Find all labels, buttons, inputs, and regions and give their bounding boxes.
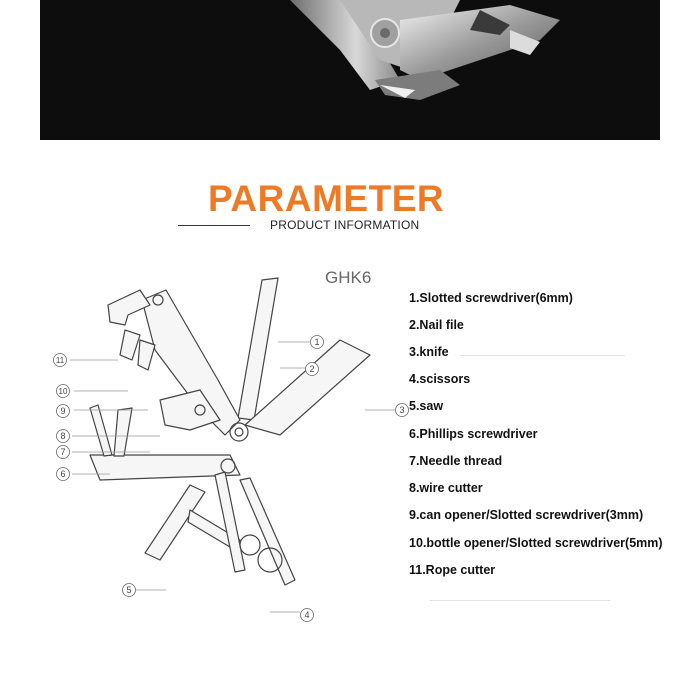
multitool-photo: [40, 0, 660, 140]
callout-9: [57, 405, 70, 418]
parameter-item: 4.scissors: [409, 372, 471, 386]
callout-label-10: 10: [58, 387, 68, 396]
parameter-item: 3.knife: [409, 345, 449, 359]
decorative-line: [430, 600, 610, 601]
page-subtitle: PRODUCT INFORMATION: [270, 218, 420, 232]
tool-diagram: [40, 260, 405, 630]
callout-8: [57, 430, 70, 443]
model-name: GHK6: [325, 268, 372, 287]
parameter-item: 7.Needle thread: [409, 454, 503, 468]
callout-7: [57, 446, 70, 459]
callout-5: [123, 584, 136, 597]
callout-label-11: 11: [55, 356, 65, 365]
parameter-item: 10.bottle opener/Slotted screwdriver(5mm): [409, 536, 663, 550]
callout-label-6: 6: [60, 469, 66, 479]
callout-3: [396, 404, 409, 417]
callout-label-7: 7: [60, 447, 66, 457]
parameter-item: 8.wire cutter: [409, 481, 483, 495]
parameter-item: 6.Phillips screwdriver: [409, 427, 538, 441]
page-title: PARAMETER: [208, 178, 445, 219]
callout-11: [54, 354, 67, 367]
callout-label-5: 5: [126, 585, 132, 595]
product-photo-banner: [40, 0, 660, 140]
callout-4: [301, 609, 314, 622]
parameter-item: 5.saw: [409, 399, 444, 413]
parameter-item: 11.Rope cutter: [409, 563, 496, 577]
callout-2: [306, 363, 319, 376]
callout-1: [311, 336, 324, 349]
callout-label-1: 1: [314, 337, 320, 347]
parameter-item: 2.Nail file: [409, 318, 464, 332]
parameter-item: 9.can opener/Slotted screwdriver(3mm): [409, 508, 644, 522]
callout-markers: [40, 260, 405, 630]
title-divider: [178, 225, 250, 226]
parameter-item: 1.Slotted screwdriver(6mm): [409, 291, 573, 305]
decorative-line: [460, 355, 625, 356]
callout-label-3: 3: [399, 405, 405, 415]
callout-label-2: 2: [309, 364, 315, 374]
callout-label-9: 9: [60, 406, 66, 416]
callout-6: [57, 468, 70, 481]
callout-label-4: 4: [304, 610, 310, 620]
parameter-header: [0, 178, 700, 238]
callout-10: [57, 385, 70, 398]
callout-label-8: 8: [60, 431, 66, 441]
